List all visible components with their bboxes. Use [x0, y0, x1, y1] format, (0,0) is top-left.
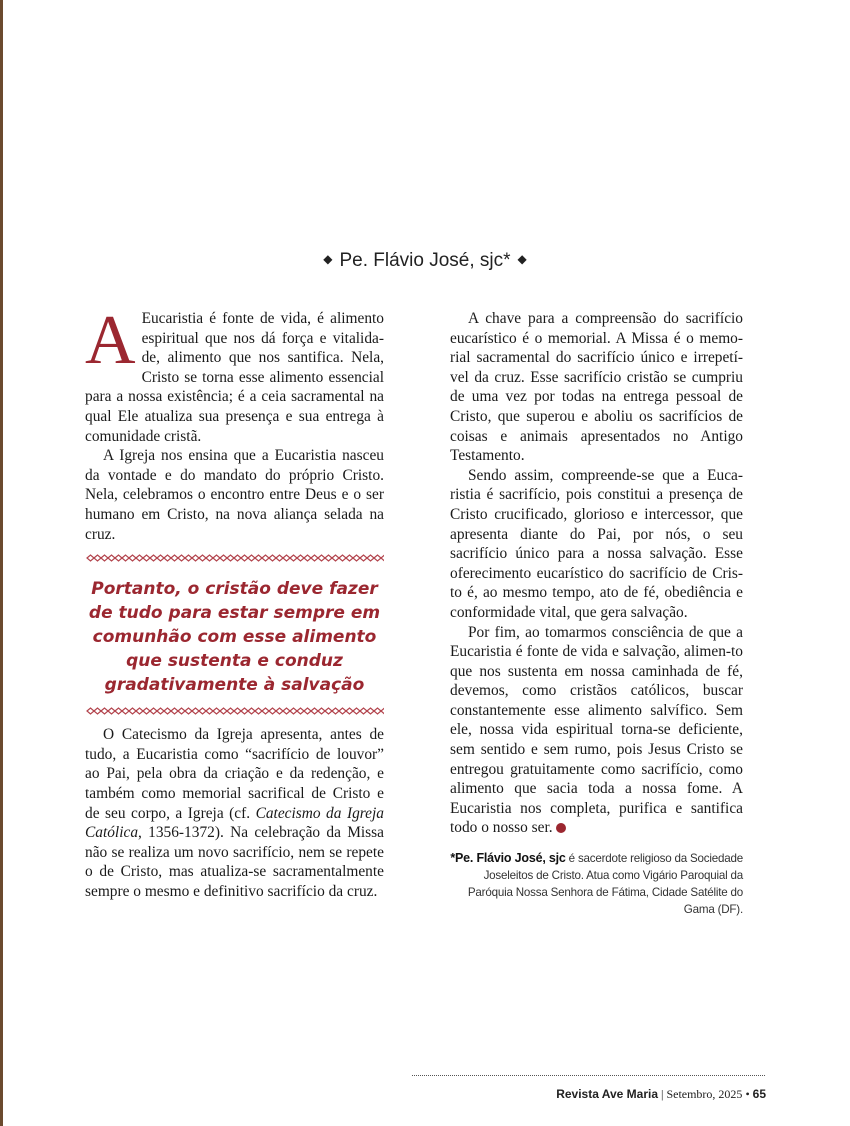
page-number: 65 [752, 1087, 766, 1101]
issue-date: Setembro, 2025 [666, 1087, 743, 1101]
author-name: Pe. Flávio José, sjc* [339, 250, 511, 271]
paragraph: Sendo assim, compreende-se que a Euca-ristia é sacrifício, pois constitui a presença de Cristo crucificado, glorioso e intercessor, que apresenta diante do Pai, por nós, o seu sacrifício único para a nossa salvação. Esse oferecimento eucarístico do sacrifício de Cris-to é, ao mesmo tempo, ato de fé, obediência e conformidade vital, que gera salvação. [450, 466, 743, 621]
footer-bullet: • [745, 1087, 750, 1101]
page-footer [556, 1087, 766, 1102]
diamond-ornament-icon: ◆ [517, 251, 527, 266]
divider-pattern-icon [85, 553, 384, 563]
divider-pattern-icon [85, 706, 384, 716]
magazine-name: Revista Ave Maria [556, 1087, 659, 1101]
paragraph: A chave para a compreensão do sacrifício eucarístico é o memorial. A Missa é o memo-rial sacramental do sacrifício único e irrepetí-vel da cruz. Esse sacrifício cristão se cumpriu de uma vez por todas na entrega pessoal de Cristo, que superou e aboliu os sacrifícios de coisas e animais apresentados no Antigo Testamento. [450, 310, 743, 465]
book-title: Catecismo da Igreja Católica [85, 804, 384, 842]
bio-author-name: *Pe. Flávio José, sjc [450, 851, 566, 866]
paragraph: A Igreja nos ensina que a Eucaristia nasceu da vontade e do mandato do próprio Cristo. Nela, celebramos o encontro entre Deus e o ser humano em Cristo, na nova aliança selada na cruz. [85, 447, 384, 543]
author-byline [0, 250, 850, 272]
paragraph: Por fim, ao tomarmos consciência de que a Eucaristia é fonte de vida e salvação, alimen-to que nos sustenta em nossa caminhada de fé, devemos, como cristãos católicos, buscar constantemente esse alimento salvífico. Sem ele, nossa vida espiritual torna-se deficiente, sem sentido e sem rumo, pois Jesus Cristo se entregou gratuitamente como sacrifício, como alimento que sacia toda a nossa fome. A Eucaristia nos completa, purifica e santifica todo o nosso ser. [450, 623, 743, 837]
ornamental-divider [85, 706, 384, 716]
end-of-article-dot-icon [556, 823, 566, 833]
left-column [85, 302, 384, 901]
page-spine-edge [0, 0, 3, 1126]
paragraph: O Catecismo da Igreja apresenta, antes de tudo, a Eucaristia como “sacrifício de louvor” ao Pai, pela obra da criação e da redenção, e também como memorial sacrifical de Cristo e de seu corpo, a Igreja (cf. Catecismo da Igreja Católica, 1356-1372). Na celebração da Missa não se realiza um novo sacrifício, nem se repete o de Cristo, mas atualiza-se sacramentalmente sempre o mesmo e definitivo sacrifício da cruz. [85, 726, 384, 900]
footer-separator: | [661, 1087, 664, 1101]
ornamental-divider [85, 553, 384, 563]
pull-quote: Portanto, o cristão deve fazer de tudo para estar sempre em comunhão com esse alimento que sustenta e conduz gradativamente à salvação [88, 579, 381, 696]
diamond-ornament-icon: ◆ [323, 251, 333, 266]
paragraph: A Eucaristia é fonte de vida, é alimento espiritual que nos dá força e vitalida-de, alimento que nos santifica. Nela, Cristo se torna esse alimento essencial para a nossa existência; é a ceia sacramental na qual Ele atualiza sua presença e sua entrega à comunidade cristã. [85, 302, 384, 445]
drop-cap: A [85, 302, 136, 379]
bio-text: é sacerdote religioso da Sociedade Joseleitos de Cristo. Atua como Vigário Paroquial da Paróquia Nossa Senhora de Fátima, Cidade Satélite do Gama (DF). [467, 852, 743, 917]
author-bio [450, 850, 743, 918]
footer-rule [412, 1075, 765, 1076]
right-column [450, 309, 743, 918]
